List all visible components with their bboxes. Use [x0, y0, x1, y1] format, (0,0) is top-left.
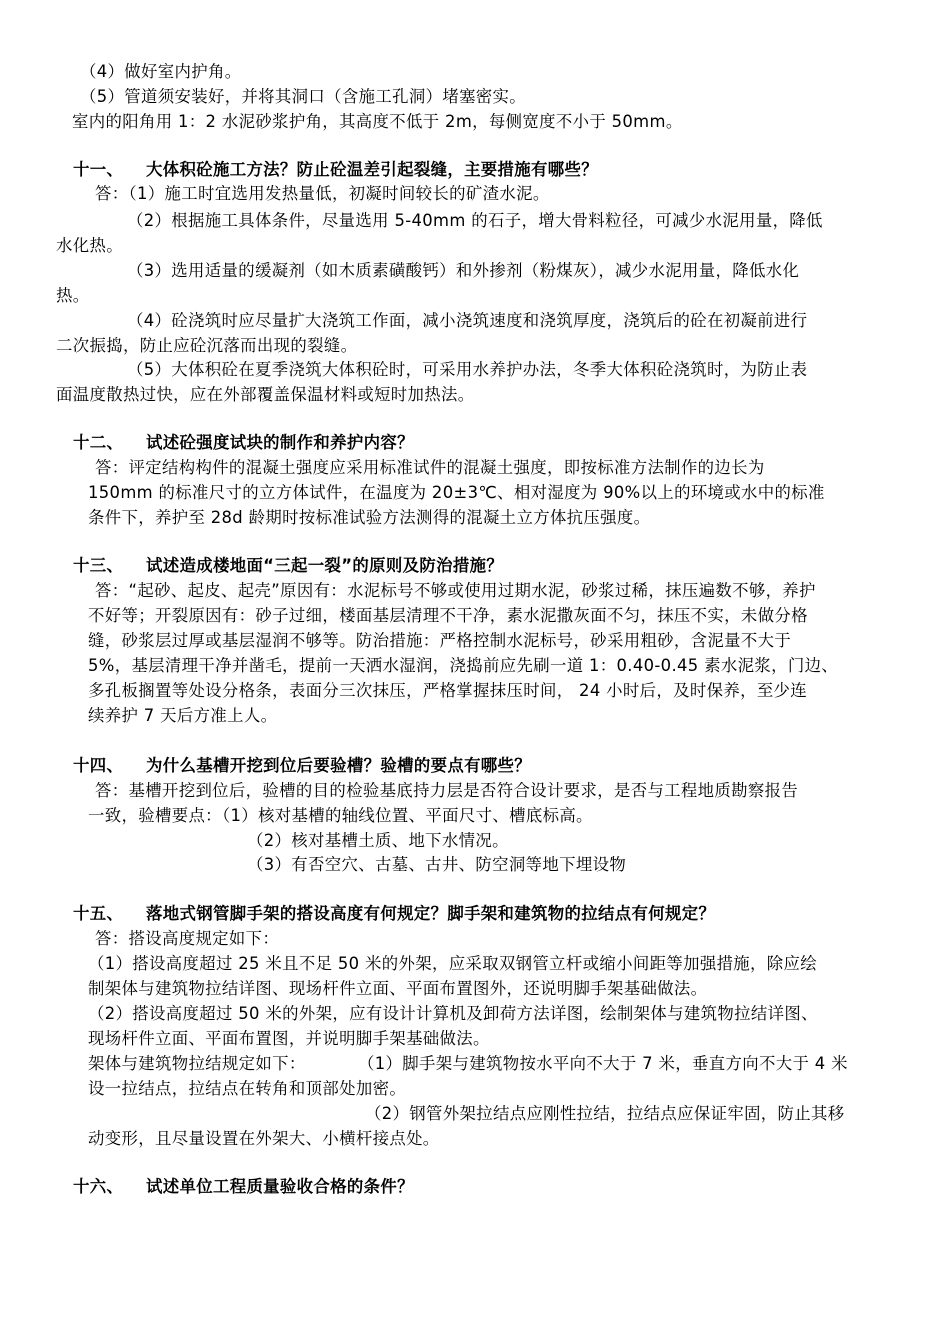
section-number: 十一、	[73, 160, 124, 179]
section-heading-16	[73, 1177, 414, 1197]
answer-line: 续养护 7 天后方准上人。	[88, 706, 278, 725]
text-line: 室内的阳角用 1：2 水泥砂浆护角，其高度不低于 2m，每侧宽度不小于 50mm。	[72, 112, 683, 131]
section-title: 试述单位工程质量验收合格的条件？	[146, 1177, 414, 1196]
answer-line: 条件下，养护至 28d 龄期时按标准试验方法测得的混凝土立方体抗压强度。	[88, 508, 651, 527]
section-number: 十五、	[73, 904, 124, 923]
section-heading-12	[73, 433, 414, 453]
answer-line: 二次振捣，防止应砼沉落而出现的裂缝。	[56, 336, 358, 355]
answer-line: 答：搭设高度规定如下：	[95, 929, 280, 948]
answer-line: （2）根据施工具体条件，尽量选用 5-40mm 的石子，增大骨料粒径，可减少水泥用量，降低	[127, 211, 823, 230]
answer-line: 制架体与建筑物拉结详图、现场杆件立面、平面布置图外，还说明脚手架基础做法。	[88, 979, 708, 998]
answer-line: 水化热。	[56, 236, 123, 255]
text-line: （4）做好室内护角。	[80, 62, 242, 81]
answer-line: （2）钢管外架拉结点应刚性拉结，拉结点应保证牢固，防止其移	[365, 1104, 845, 1123]
answer-line: （1）搭设高度超过 25 米且不足 50 米的外架，应采取双钢管立杆或缩小间距等加强措施，除应绘	[88, 954, 818, 973]
answer-line: 一致，验槽要点：（1）核对基槽的轴线位置、平面尺寸、槽底标高。	[88, 806, 593, 825]
section-heading-11	[73, 160, 598, 180]
answer-line: 答：基槽开挖到位后，验槽的目的检验基底持力层是否符合设计要求，是否与工程地质勘察报告	[95, 781, 799, 800]
section-number: 十二、	[73, 433, 124, 452]
section-title: 为什么基槽开挖到位后要验槽？验槽的要点有哪些？	[146, 756, 532, 775]
answer-line: （3）有否空穴、古墓、古井、防空洞等地下埋设物	[247, 855, 627, 874]
answer-line: 答：（1）施工时宜选用发热量低，初凝时间较长的矿渣水泥。	[95, 184, 550, 203]
answer-line: （3）选用适量的缓凝剂（如木质素磺酸钙）和外掺剂（粉煤灰），减少水泥用量，降低水化	[127, 261, 800, 280]
answer-line: 答：评定结构构件的混凝土强度应采用标准试件的混凝土强度，即按标准方法制作的边长为	[95, 458, 765, 477]
answer-line: （2）搭设高度超过 50 米的外架，应有设计计算机及卸荷方法详图，绘制架体与建筑物拉结详图、	[88, 1004, 818, 1023]
section-title: 落地式钢管脚手架的搭设高度有何规定？脚手架和建筑物的拉结点有何规定？	[146, 904, 716, 923]
section-heading-15	[73, 904, 715, 924]
answer-line: 架体与建筑物拉结规定如下：	[88, 1054, 306, 1073]
section-number: 十四、	[73, 756, 124, 775]
answer-line: 热。	[56, 286, 90, 305]
answer-line: 动变形，且尽量设置在外架大、小横杆接点处。	[88, 1129, 440, 1148]
answer-line: 答：“起砂、起皮、起壳”原因有：水泥标号不够或使用过期水泥，砂浆过稀，抹压遍数不够，养护	[95, 581, 816, 600]
answer-line: 5%，基层清理干净并凿毛，提前一天洒水湿润，浇捣前应先刷一道 1：0.40-0.45 素水泥浆，门边、	[88, 656, 839, 675]
text-line: （5）管道须安装好，并将其洞口（含施工孔洞）堵塞密实。	[80, 87, 527, 106]
section-heading-13	[73, 556, 503, 576]
section-title: 大体积砼施工方法？防止砼温差引起裂缝，主要措施有哪些？	[146, 160, 598, 179]
answer-line: 缝，砂浆层过厚或基层湿润不够等。防治措施：严格控制水泥标号，砂采用粗砂，含泥量不大于	[88, 631, 792, 650]
answer-line: 150mm 的标准尺寸的立方体试件，在温度为 20±3℃、相对湿度为 90%以上的环境或水中的标准	[88, 483, 825, 502]
section-number: 十三、	[73, 556, 124, 575]
answer-line: 现场杆件立面、平面布置图，并说明脚手架基础做法。	[88, 1029, 490, 1048]
answer-line: （1）脚手架与建筑物按水平向不大于 7 米，垂直方向不大于 4 米	[358, 1054, 848, 1073]
section-title: 试述砼强度试块的制作和养护内容？	[146, 433, 414, 452]
answer-line: （4）砼浇筑时应尽量扩大浇筑工作面，减小浇筑速度和浇筑厚度，浇筑后的砼在初凝前进行	[127, 311, 808, 330]
answer-line: 不好等；开裂原因有：砂子过细，楼面基层清理不干净，素水泥撒灰面不匀，抹压不实，未做分格	[88, 606, 808, 625]
section-title: 试述造成楼地面“三起一裂”的原则及防治措施？	[146, 556, 504, 575]
answer-line: （2）核对基槽土质、地下水情况。	[247, 831, 509, 850]
answer-line: 多孔板搁置等处设分格条，表面分三次抹压，严格掌握抹压时间， 24 小时后，及时保养，至少连	[88, 681, 808, 700]
answer-line: （5）大体积砼在夏季浇筑大体积砼时，可采用水养护办法，冬季大体积砼浇筑时，为防止表	[127, 360, 808, 379]
answer-line: 设一拉结点，拉结点在转角和顶部处加密。	[88, 1079, 407, 1098]
section-number: 十六、	[73, 1177, 124, 1196]
section-heading-14	[73, 756, 531, 776]
answer-line: 面温度散热过快，应在外部覆盖保温材料或短时加热法。	[56, 385, 475, 404]
